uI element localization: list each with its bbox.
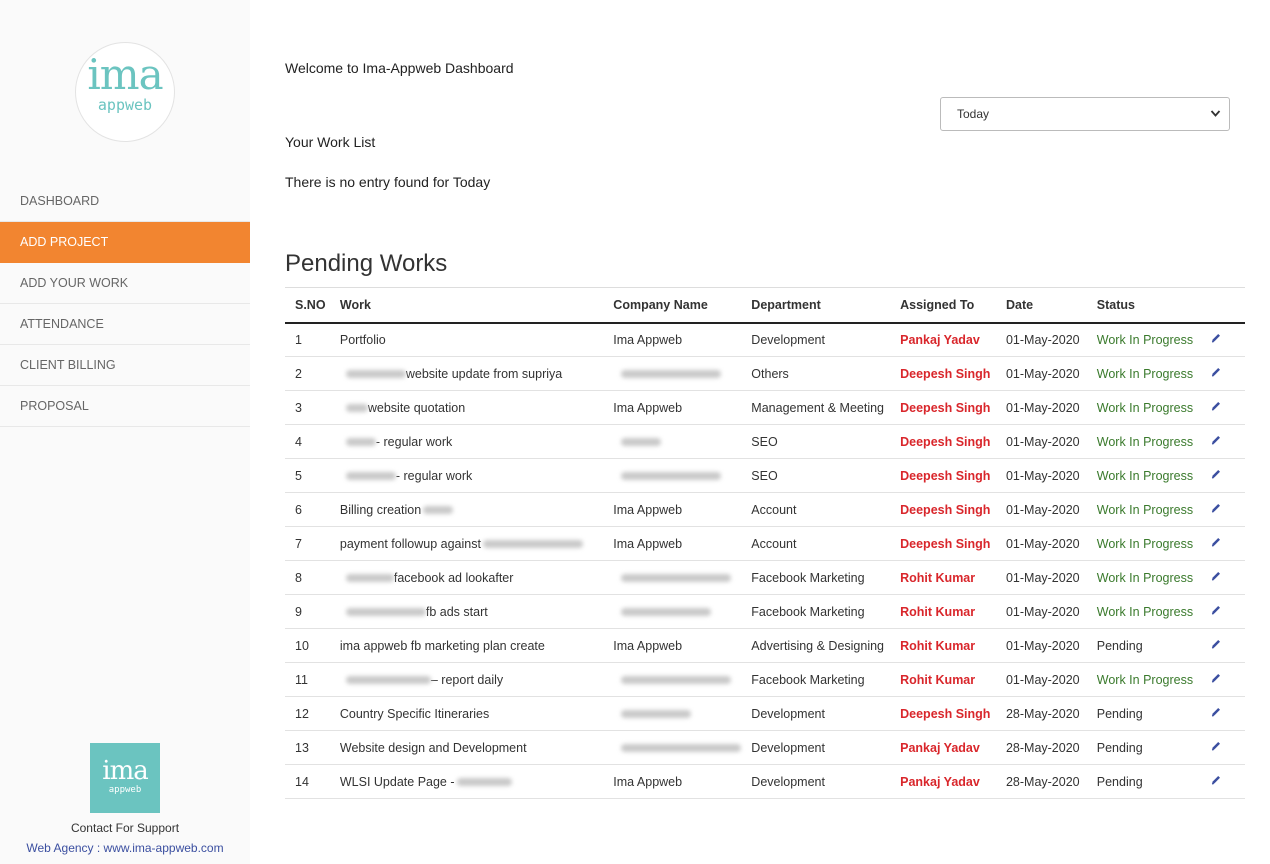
cell-department: Development: [741, 765, 890, 799]
cell-work: [330, 323, 603, 357]
table-row: [285, 425, 1245, 459]
pencil-icon[interactable]: [1210, 468, 1224, 482]
table-row: [285, 357, 1245, 391]
pencil-icon[interactable]: [1210, 502, 1224, 516]
cell-status: Work In Progress: [1087, 357, 1200, 391]
cell-sno: 8: [285, 561, 330, 595]
cell-date: 01-May-2020: [996, 459, 1087, 493]
cell-sno: 3: [285, 391, 330, 425]
table-row: [285, 697, 1245, 731]
cell-status: Work In Progress: [1087, 493, 1200, 527]
cell-department: Others: [741, 357, 890, 391]
cell-sno: 12: [285, 697, 330, 731]
cell-actions: [1200, 459, 1245, 493]
cell-date: 28-May-2020: [996, 731, 1087, 765]
work-text: WLSI Update Page -: [339, 774, 455, 789]
cell-assigned: Deepesh Singh: [890, 391, 996, 425]
cell-department: Facebook Marketing: [741, 663, 890, 697]
agency-link[interactable]: Web Agency : www.ima-appweb.com: [26, 841, 224, 855]
cell-actions: [1200, 391, 1245, 425]
pencil-icon[interactable]: [1210, 434, 1224, 448]
cell-department: Development: [741, 323, 890, 357]
pencil-icon[interactable]: [1210, 570, 1224, 584]
table-row: [285, 459, 1245, 493]
cell-assigned: Deepesh Singh: [890, 493, 996, 527]
period-select-value: Today: [957, 107, 990, 121]
welcome-text: Welcome to Ima-Appweb Dashboard: [285, 60, 514, 76]
table-header-row: [285, 288, 1245, 323]
cell-date: 01-May-2020: [996, 595, 1087, 629]
cell-status: Pending: [1087, 697, 1200, 731]
cell-company: [603, 391, 741, 425]
cell-status: Work In Progress: [1087, 595, 1200, 629]
cell-assigned: Pankaj Yadav: [890, 765, 996, 799]
cell-sno: 4: [285, 425, 330, 459]
cell-company: [603, 459, 741, 493]
cell-assigned: Deepesh Singh: [890, 527, 996, 561]
redacted-text: [346, 438, 376, 446]
chevron-down-icon: [1210, 98, 1221, 143]
company-text: Ima Appweb: [613, 502, 683, 517]
cell-department: Facebook Marketing: [741, 561, 890, 595]
cell-actions: [1200, 561, 1245, 595]
support-logo-text-bottom: appweb: [108, 785, 142, 795]
cell-work: [330, 459, 603, 493]
cell-sno: 9: [285, 595, 330, 629]
work-text: - regular work: [375, 434, 453, 449]
redacted-text: [621, 438, 661, 446]
cell-date: 01-May-2020: [996, 357, 1087, 391]
cell-actions: [1200, 425, 1245, 459]
header-department: Department: [741, 288, 890, 323]
work-text: website update from supriya: [405, 366, 563, 381]
work-text: Website design and Development: [339, 740, 527, 755]
cell-sno: 2: [285, 357, 330, 391]
no-entry-message: There is no entry found for Today: [285, 174, 491, 190]
pencil-icon[interactable]: [1210, 400, 1224, 414]
cell-actions: [1200, 765, 1245, 799]
cell-work: [330, 561, 603, 595]
logo-text-top: ima: [87, 50, 163, 99]
cell-date: 28-May-2020: [996, 697, 1087, 731]
cell-actions: [1200, 663, 1245, 697]
cell-department: Account: [741, 527, 890, 561]
company-text: Ima Appweb: [613, 332, 683, 347]
table-row: [285, 731, 1245, 765]
logo-text-bottom: appweb: [97, 96, 153, 114]
pencil-icon[interactable]: [1210, 638, 1224, 652]
cell-actions: [1200, 697, 1245, 731]
cell-company: [603, 323, 741, 357]
redacted-text: [346, 370, 406, 378]
redacted-text: [346, 608, 426, 616]
work-text: Billing creation: [339, 502, 422, 517]
cell-company: [603, 595, 741, 629]
pending-works-title: Pending Works: [285, 250, 448, 277]
company-logo[interactable]: [75, 42, 175, 142]
pencil-icon[interactable]: [1210, 332, 1224, 346]
table-row: [285, 391, 1245, 425]
redacted-text: [621, 608, 711, 616]
redacted-text: [346, 404, 368, 412]
cell-assigned: Deepesh Singh: [890, 357, 996, 391]
cell-actions: [1200, 595, 1245, 629]
work-text: payment followup against: [339, 536, 481, 551]
sidebar-item-add-your-work[interactable]: ADD YOUR WORK: [0, 263, 250, 304]
cell-work: [330, 391, 603, 425]
redacted-text: [346, 676, 431, 684]
cell-sno: 5: [285, 459, 330, 493]
table-row: [285, 527, 1245, 561]
table-row: [285, 493, 1245, 527]
cell-sno: 11: [285, 663, 330, 697]
cell-work: [330, 493, 603, 527]
cell-sno: 13: [285, 731, 330, 765]
cell-work: [330, 425, 603, 459]
sidebar-item-client-billing[interactable]: CLIENT BILLING: [0, 345, 250, 386]
period-select[interactable]: [940, 97, 1230, 131]
table-row: [285, 663, 1245, 697]
cell-sno: 14: [285, 765, 330, 799]
redacted-text: [621, 370, 721, 378]
cell-department: Account: [741, 493, 890, 527]
cell-company: [603, 663, 741, 697]
cell-company: [603, 425, 741, 459]
sidebar-item-attendance[interactable]: ATTENDANCE: [0, 304, 250, 345]
cell-actions: [1200, 527, 1245, 561]
work-text: Portfolio: [339, 332, 386, 347]
cell-work: [330, 697, 603, 731]
redacted-text: [621, 744, 741, 752]
cell-assigned: Deepesh Singh: [890, 697, 996, 731]
cell-sno: 1: [285, 323, 330, 357]
cell-sno: 7: [285, 527, 330, 561]
cell-work: [330, 527, 603, 561]
cell-assigned: Rohit Kumar: [890, 663, 996, 697]
cell-company: [603, 561, 741, 595]
cell-work: [330, 629, 603, 663]
table-row: [285, 561, 1245, 595]
work-list-title: Your Work List: [285, 134, 376, 150]
company-text: Ima Appweb: [613, 536, 683, 551]
work-text: Country Specific Itineraries: [339, 706, 490, 721]
work-text: – report daily: [430, 672, 504, 687]
cell-status: Pending: [1087, 765, 1200, 799]
cell-status: Work In Progress: [1087, 561, 1200, 595]
header-work: Work: [330, 288, 603, 323]
cell-work: [330, 357, 603, 391]
cell-actions: [1200, 629, 1245, 663]
cell-date: 01-May-2020: [996, 391, 1087, 425]
header-status: Status: [1087, 288, 1200, 323]
pencil-icon[interactable]: [1210, 672, 1224, 686]
header-assigned: Assigned To: [890, 288, 996, 323]
cell-work: [330, 595, 603, 629]
cell-sno: 10: [285, 629, 330, 663]
cell-company: [603, 527, 741, 561]
cell-sno: 6: [285, 493, 330, 527]
cell-company: [603, 765, 741, 799]
pencil-icon[interactable]: [1210, 774, 1224, 788]
cell-assigned: Rohit Kumar: [890, 595, 996, 629]
cell-assigned: Pankaj Yadav: [890, 731, 996, 765]
redacted-text: [621, 710, 691, 718]
header-date: Date: [996, 288, 1087, 323]
work-text: website quotation: [367, 400, 466, 415]
pencil-icon[interactable]: [1210, 366, 1224, 380]
cell-company: [603, 357, 741, 391]
cell-date: 28-May-2020: [996, 765, 1087, 799]
pending-works-table: [285, 287, 1245, 799]
work-text: - regular work: [395, 468, 473, 483]
cell-assigned: Pankaj Yadav: [890, 323, 996, 357]
header-company: Company Name: [603, 288, 741, 323]
cell-actions: [1200, 323, 1245, 357]
redacted-text: [621, 574, 731, 582]
redacted-text: [621, 472, 721, 480]
company-text: Ima Appweb: [613, 638, 683, 653]
header-actions: [1200, 288, 1245, 323]
cell-date: 01-May-2020: [996, 323, 1087, 357]
cell-assigned: Deepesh Singh: [890, 459, 996, 493]
cell-status: Work In Progress: [1087, 425, 1200, 459]
cell-department: SEO: [741, 425, 890, 459]
cell-actions: [1200, 357, 1245, 391]
cell-company: [603, 731, 741, 765]
sidebar-nav: [0, 181, 250, 427]
cell-department: Advertising & Designing: [741, 629, 890, 663]
cell-company: [603, 697, 741, 731]
cell-status: Work In Progress: [1087, 323, 1200, 357]
sidebar-item-dashboard[interactable]: DASHBOARD: [0, 181, 250, 222]
support-logo-text-top: ima: [102, 756, 148, 786]
redacted-text: [346, 472, 396, 480]
cell-date: 01-May-2020: [996, 663, 1087, 697]
work-text: facebook ad lookafter: [393, 570, 514, 585]
company-text: Ima Appweb: [613, 400, 683, 415]
pencil-icon[interactable]: [1210, 604, 1224, 618]
table-row: [285, 765, 1245, 799]
sidebar: [0, 0, 250, 864]
sidebar-item-add-project[interactable]: ADD PROJECT: [0, 222, 250, 263]
pencil-icon[interactable]: [1210, 536, 1224, 550]
sidebar-item-proposal[interactable]: PROPOSAL: [0, 386, 250, 427]
cell-status: Pending: [1087, 731, 1200, 765]
cell-work: [330, 663, 603, 697]
cell-department: Development: [741, 731, 890, 765]
table-row: [285, 323, 1245, 357]
header-sno: S.NO: [285, 288, 330, 323]
cell-department: Development: [741, 697, 890, 731]
support-logo: [90, 743, 160, 813]
cell-company: [603, 629, 741, 663]
cell-date: 01-May-2020: [996, 493, 1087, 527]
cell-department: Facebook Marketing: [741, 595, 890, 629]
cell-status: Work In Progress: [1087, 391, 1200, 425]
table-row: [285, 595, 1245, 629]
work-text: ima appweb fb marketing plan create: [339, 638, 545, 653]
cell-status: Work In Progress: [1087, 663, 1200, 697]
pencil-icon[interactable]: [1210, 706, 1224, 720]
cell-assigned: Rohit Kumar: [890, 629, 996, 663]
cell-work: [330, 765, 603, 799]
cell-assigned: Rohit Kumar: [890, 561, 996, 595]
cell-status: Work In Progress: [1087, 459, 1200, 493]
cell-department: Management & Meeting: [741, 391, 890, 425]
cell-actions: [1200, 493, 1245, 527]
contact-support-text: Contact For Support: [70, 821, 180, 835]
cell-work: [330, 731, 603, 765]
cell-date: 01-May-2020: [996, 561, 1087, 595]
cell-department: SEO: [741, 459, 890, 493]
redacted-text: [457, 778, 512, 786]
cell-company: [603, 493, 741, 527]
cell-date: 01-May-2020: [996, 629, 1087, 663]
cell-status: Work In Progress: [1087, 527, 1200, 561]
redacted-text: [483, 540, 583, 548]
cell-actions: [1200, 731, 1245, 765]
redacted-text: [621, 676, 731, 684]
company-text: Ima Appweb: [613, 774, 683, 789]
cell-date: 01-May-2020: [996, 425, 1087, 459]
pencil-icon[interactable]: [1210, 740, 1224, 754]
redacted-text: [423, 506, 453, 514]
cell-status: Pending: [1087, 629, 1200, 663]
redacted-text: [346, 574, 394, 582]
table-row: [285, 629, 1245, 663]
cell-date: 01-May-2020: [996, 527, 1087, 561]
work-text: fb ads start: [425, 604, 488, 619]
cell-assigned: Deepesh Singh: [890, 425, 996, 459]
